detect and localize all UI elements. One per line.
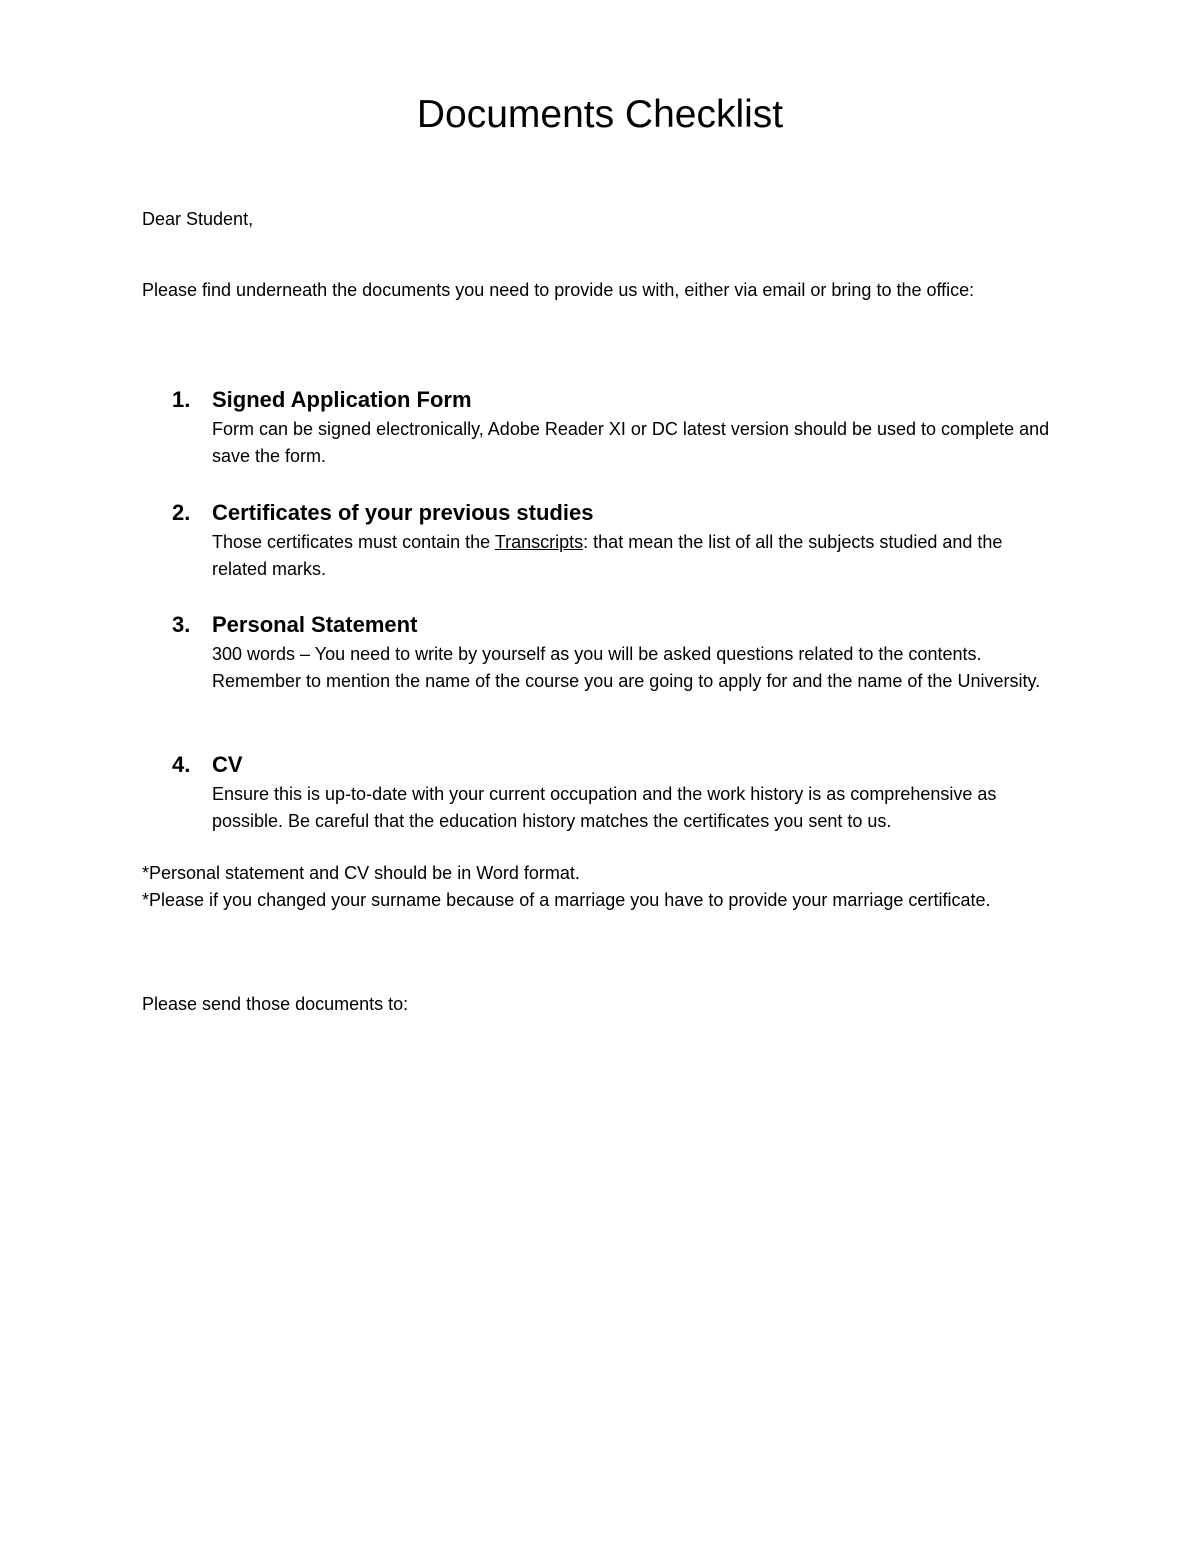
item-number: 1. [172,387,191,412]
item-heading: Personal Statement [212,612,418,637]
notes-section [142,860,1022,913]
item-number: 2. [172,500,191,525]
item-description: Ensure this is up-to-date with your current occupation and the work history is as comprehensive as possible. Be careful that the education history matches the certificates you sent to us. [212,784,997,831]
description-text-before: Those certificates must contain the [212,532,495,552]
item-number: 3. [172,612,191,637]
description-text-after: : that mean the list of all the subjects studied and the related marks. [212,532,1003,579]
closing-line: Please send those documents to: [142,994,409,1014]
item-heading: Certificates of your previous studies [212,500,594,525]
item-heading: Signed Application Form [212,387,472,412]
note-marriage-certificate: *Please if you changed your surname because of a marriage you have to provide your marriage certificate. [142,889,991,910]
greeting: Dear Student, [142,209,254,229]
page-title: Documents Checklist [416,93,784,136]
item-heading: CV [212,752,243,777]
item-description: Form can be signed electronically, Adobe Reader XI or DC latest version should be used to complete and save the form. [212,419,1050,466]
item-number: 4. [172,752,191,777]
item-description: 300 words – You need to write by yourself as you will be asked questions related to the contents. Remember to mention the name of the course you are going to apply for and the name of the University. [212,644,1041,691]
note-format: *Personal statement and CV should be in Word format. [142,863,580,883]
item-description [212,529,1062,582]
intro-paragraph: Please find underneath the documents you need to provide us with, either via email or bring to the office: [142,280,975,300]
transcripts-underlined-text: Transcripts [494,532,584,552]
